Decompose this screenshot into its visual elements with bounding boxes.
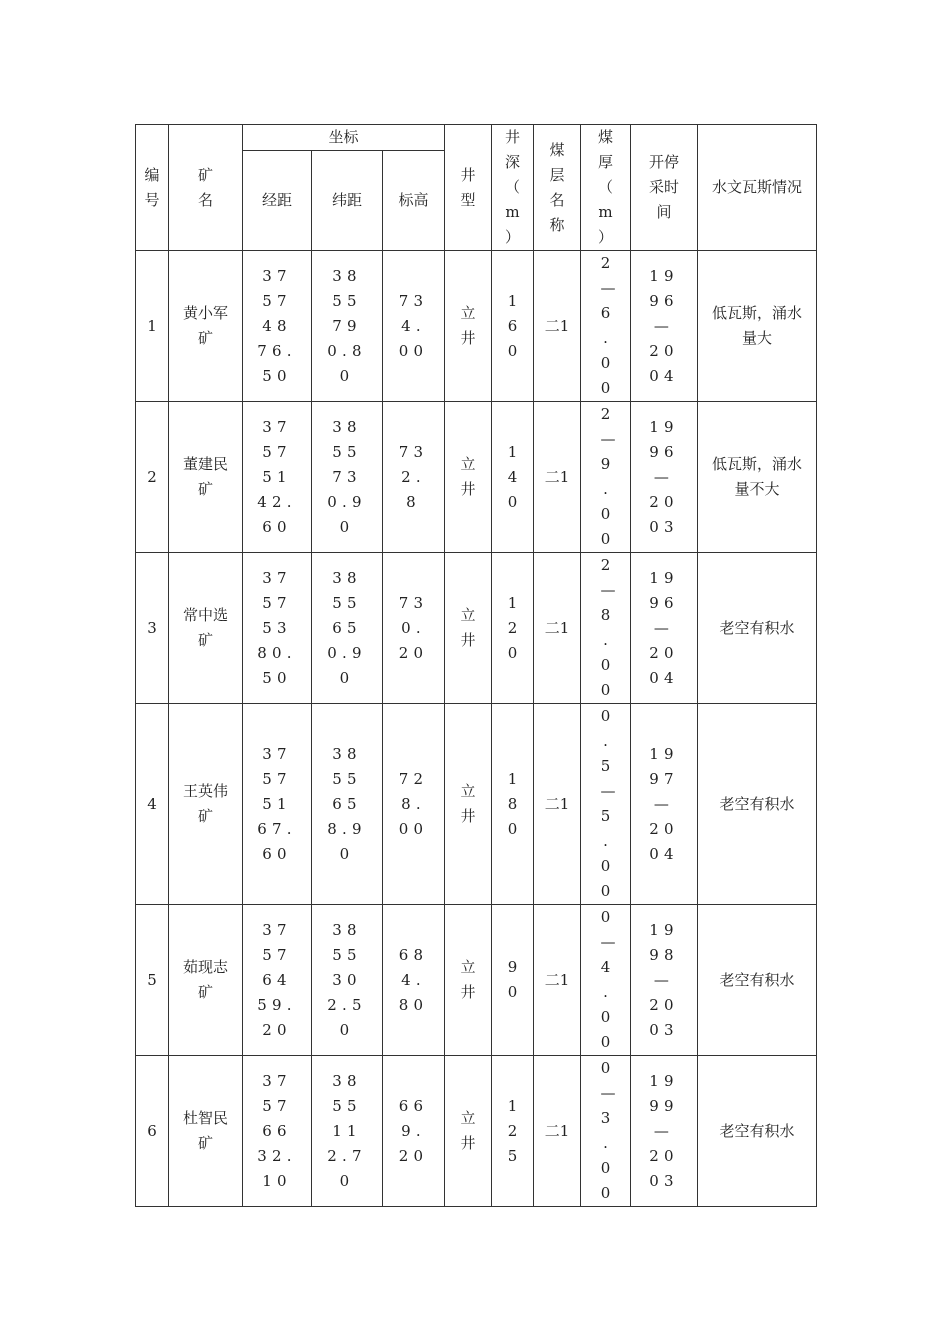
- cell-hydro-text: 老空有积水: [719, 1121, 795, 1140]
- cell-period-text: 1999—2003: [649, 1071, 679, 1190]
- table-row: [136, 1056, 817, 1207]
- cell-hydro: [698, 402, 817, 553]
- cell-name-text: 黄小军矿: [183, 304, 229, 347]
- cell-name: [169, 251, 243, 402]
- cell-seam: [534, 704, 581, 905]
- cell-hydro: [698, 251, 817, 402]
- cell-depth-text: 180: [507, 769, 518, 838]
- cell-seam: [534, 905, 581, 1056]
- cell-shaft-type-text: 立井: [460, 606, 476, 649]
- cell-lat: [312, 1056, 383, 1207]
- cell-depth-text: 120: [507, 593, 518, 662]
- header-row-1: [136, 125, 817, 151]
- cell-depth-text: 90: [507, 958, 518, 1001]
- cell-thickness-text: 0—3.00: [600, 1059, 616, 1202]
- cell-thickness: [581, 1056, 631, 1207]
- cell-depth-text: 125: [507, 1096, 518, 1165]
- cell-hydro: [698, 553, 817, 704]
- cell-elev: [383, 704, 445, 905]
- header-elev: 标高: [383, 151, 445, 251]
- cell-lon: [243, 1056, 312, 1207]
- cell-name-text: 董建民矿: [183, 455, 229, 498]
- cell-seam-text: 二1: [544, 467, 570, 486]
- cell-thickness: [581, 905, 631, 1056]
- cell-depth: [492, 905, 534, 1056]
- cell-period-text: 1996—2004: [649, 568, 679, 687]
- cell-shaft-type-text: 立井: [460, 304, 476, 347]
- cell-hydro: [698, 1056, 817, 1207]
- header-depth: 井深（m）: [492, 125, 534, 251]
- cell-no: [136, 402, 169, 553]
- cell-no-text: 5: [147, 970, 157, 989]
- cell-depth: [492, 251, 534, 402]
- cell-elev-text: 730.20: [398, 593, 429, 662]
- mine-table: [135, 124, 817, 1207]
- cell-period: [631, 553, 698, 704]
- cell-thickness: [581, 553, 631, 704]
- cell-no: [136, 704, 169, 905]
- cell-shaft-type: [445, 905, 492, 1056]
- cell-elev-text: 669.20: [398, 1096, 429, 1165]
- cell-hydro-text: 低瓦斯，涌水量大: [712, 304, 803, 347]
- cell-lat-text: 3855112.70: [327, 1071, 367, 1190]
- header-thickness: 煤厚（m）: [581, 125, 631, 251]
- cell-period-text: 1997—2004: [649, 744, 679, 863]
- cell-lon: [243, 905, 312, 1056]
- cell-depth-text: 140: [507, 442, 518, 511]
- cell-name: [169, 905, 243, 1056]
- cell-no-text: 6: [147, 1121, 157, 1140]
- cell-seam-text: 二1: [544, 618, 570, 637]
- cell-thickness-text: 0.5—5.00: [600, 707, 616, 900]
- cell-name: [169, 704, 243, 905]
- cell-hydro-text: 老空有积水: [719, 970, 795, 989]
- cell-thickness: [581, 251, 631, 402]
- table-row: [136, 402, 817, 553]
- cell-shaft-type-text: 立井: [460, 958, 476, 1001]
- header-hydro: 水文瓦斯情况: [698, 125, 817, 251]
- cell-no-text: 3: [147, 618, 157, 637]
- cell-hydro-text: 老空有积水: [719, 618, 795, 637]
- cell-no: [136, 1056, 169, 1207]
- cell-hydro: [698, 905, 817, 1056]
- header-coord: 坐标: [243, 125, 445, 151]
- cell-lon: [243, 251, 312, 402]
- cell-shaft-type-text: 立井: [460, 455, 476, 498]
- cell-seam: [534, 553, 581, 704]
- cell-lon: [243, 704, 312, 905]
- header-seam: 煤层名称: [534, 125, 581, 251]
- table-row: [136, 553, 817, 704]
- cell-seam-text: 二1: [544, 1121, 570, 1140]
- cell-depth: [492, 1056, 534, 1207]
- cell-elev: [383, 553, 445, 704]
- cell-elev-text: 734.00: [398, 291, 429, 360]
- cell-seam-text: 二1: [544, 316, 570, 335]
- cell-no-text: 1: [147, 316, 157, 335]
- cell-lon: [243, 402, 312, 553]
- cell-lon-text: 37575380.50: [257, 568, 297, 687]
- cell-period: [631, 402, 698, 553]
- cell-depth: [492, 704, 534, 905]
- cell-no-text: 4: [147, 794, 157, 813]
- cell-lat: [312, 553, 383, 704]
- header-name: 矿名: [169, 125, 243, 251]
- cell-thickness: [581, 704, 631, 905]
- cell-lat-text: 3855730.90: [327, 417, 367, 536]
- cell-no: [136, 251, 169, 402]
- cell-shaft-type-text: 立井: [460, 782, 476, 825]
- cell-depth: [492, 553, 534, 704]
- header-period: 开停采时间: [631, 125, 698, 251]
- cell-lat: [312, 251, 383, 402]
- cell-elev-text: 684.80: [398, 945, 429, 1014]
- cell-shaft-type: [445, 553, 492, 704]
- cell-hydro: [698, 704, 817, 905]
- cell-period-text: 1998—2003: [649, 920, 679, 1039]
- cell-lon-text: 37574876.50: [257, 266, 297, 385]
- cell-name-text: 茹现志矿: [183, 958, 229, 1001]
- cell-lat-text: 3855790.80: [327, 266, 367, 385]
- cell-elev-text: 732.8: [398, 442, 429, 511]
- cell-shaft-type: [445, 402, 492, 553]
- cell-thickness-text: 2—6.00: [600, 254, 616, 397]
- cell-lat: [312, 704, 383, 905]
- cell-shaft-type-text: 立井: [460, 1109, 476, 1152]
- cell-period-text: 1996—2003: [649, 417, 679, 536]
- cell-lon: [243, 553, 312, 704]
- cell-hydro-text: 老空有积水: [719, 794, 795, 813]
- cell-name-text: 王英伟矿: [183, 782, 229, 825]
- cell-period-text: 1996—2004: [649, 266, 679, 385]
- cell-shaft-type: [445, 251, 492, 402]
- cell-elev-text: 728.00: [398, 769, 429, 838]
- cell-seam: [534, 402, 581, 553]
- cell-name: [169, 1056, 243, 1207]
- cell-seam: [534, 1056, 581, 1207]
- cell-name-text: 常中选矿: [183, 606, 229, 649]
- header-lon: 经距: [243, 151, 312, 251]
- header-shaft-type: 井型: [445, 125, 492, 251]
- cell-seam-text: 二1: [544, 970, 570, 989]
- cell-name: [169, 553, 243, 704]
- header-no: 编号: [136, 125, 169, 251]
- cell-name-text: 杜智民矿: [183, 1109, 229, 1152]
- cell-hydro-text: 低瓦斯，涌水量不大: [712, 455, 803, 498]
- cell-elev: [383, 402, 445, 553]
- cell-lon-text: 37576459.20: [257, 920, 297, 1039]
- cell-no: [136, 553, 169, 704]
- cell-period: [631, 704, 698, 905]
- cell-shaft-type: [445, 704, 492, 905]
- cell-no: [136, 905, 169, 1056]
- cell-elev: [383, 905, 445, 1056]
- cell-name: [169, 402, 243, 553]
- cell-thickness-text: 2—9.00: [600, 405, 616, 548]
- table-row: [136, 704, 817, 905]
- cell-lon-text: 37575142.60: [257, 417, 297, 536]
- cell-shaft-type: [445, 1056, 492, 1207]
- cell-period: [631, 251, 698, 402]
- cell-lat: [312, 905, 383, 1056]
- cell-thickness-text: 2—8.00: [600, 556, 616, 699]
- cell-lon-text: 37575167.60: [257, 744, 297, 863]
- header-lat: 纬距: [312, 151, 383, 251]
- cell-lat-text: 3855650.90: [327, 568, 367, 687]
- table-row: [136, 251, 817, 402]
- table-row: [136, 905, 817, 1056]
- cell-lat: [312, 402, 383, 553]
- cell-seam: [534, 251, 581, 402]
- cell-elev: [383, 1056, 445, 1207]
- cell-lat-text: 3855302.50: [327, 920, 367, 1039]
- cell-seam-text: 二1: [544, 794, 570, 813]
- cell-depth-text: 160: [507, 291, 518, 360]
- cell-depth: [492, 402, 534, 553]
- cell-lon-text: 37576632.10: [257, 1071, 297, 1190]
- cell-no-text: 2: [147, 467, 157, 486]
- cell-elev: [383, 251, 445, 402]
- cell-period: [631, 1056, 698, 1207]
- cell-thickness-text: 0—4.00: [600, 908, 616, 1051]
- cell-period: [631, 905, 698, 1056]
- cell-thickness: [581, 402, 631, 553]
- cell-lat-text: 3855658.90: [327, 744, 367, 863]
